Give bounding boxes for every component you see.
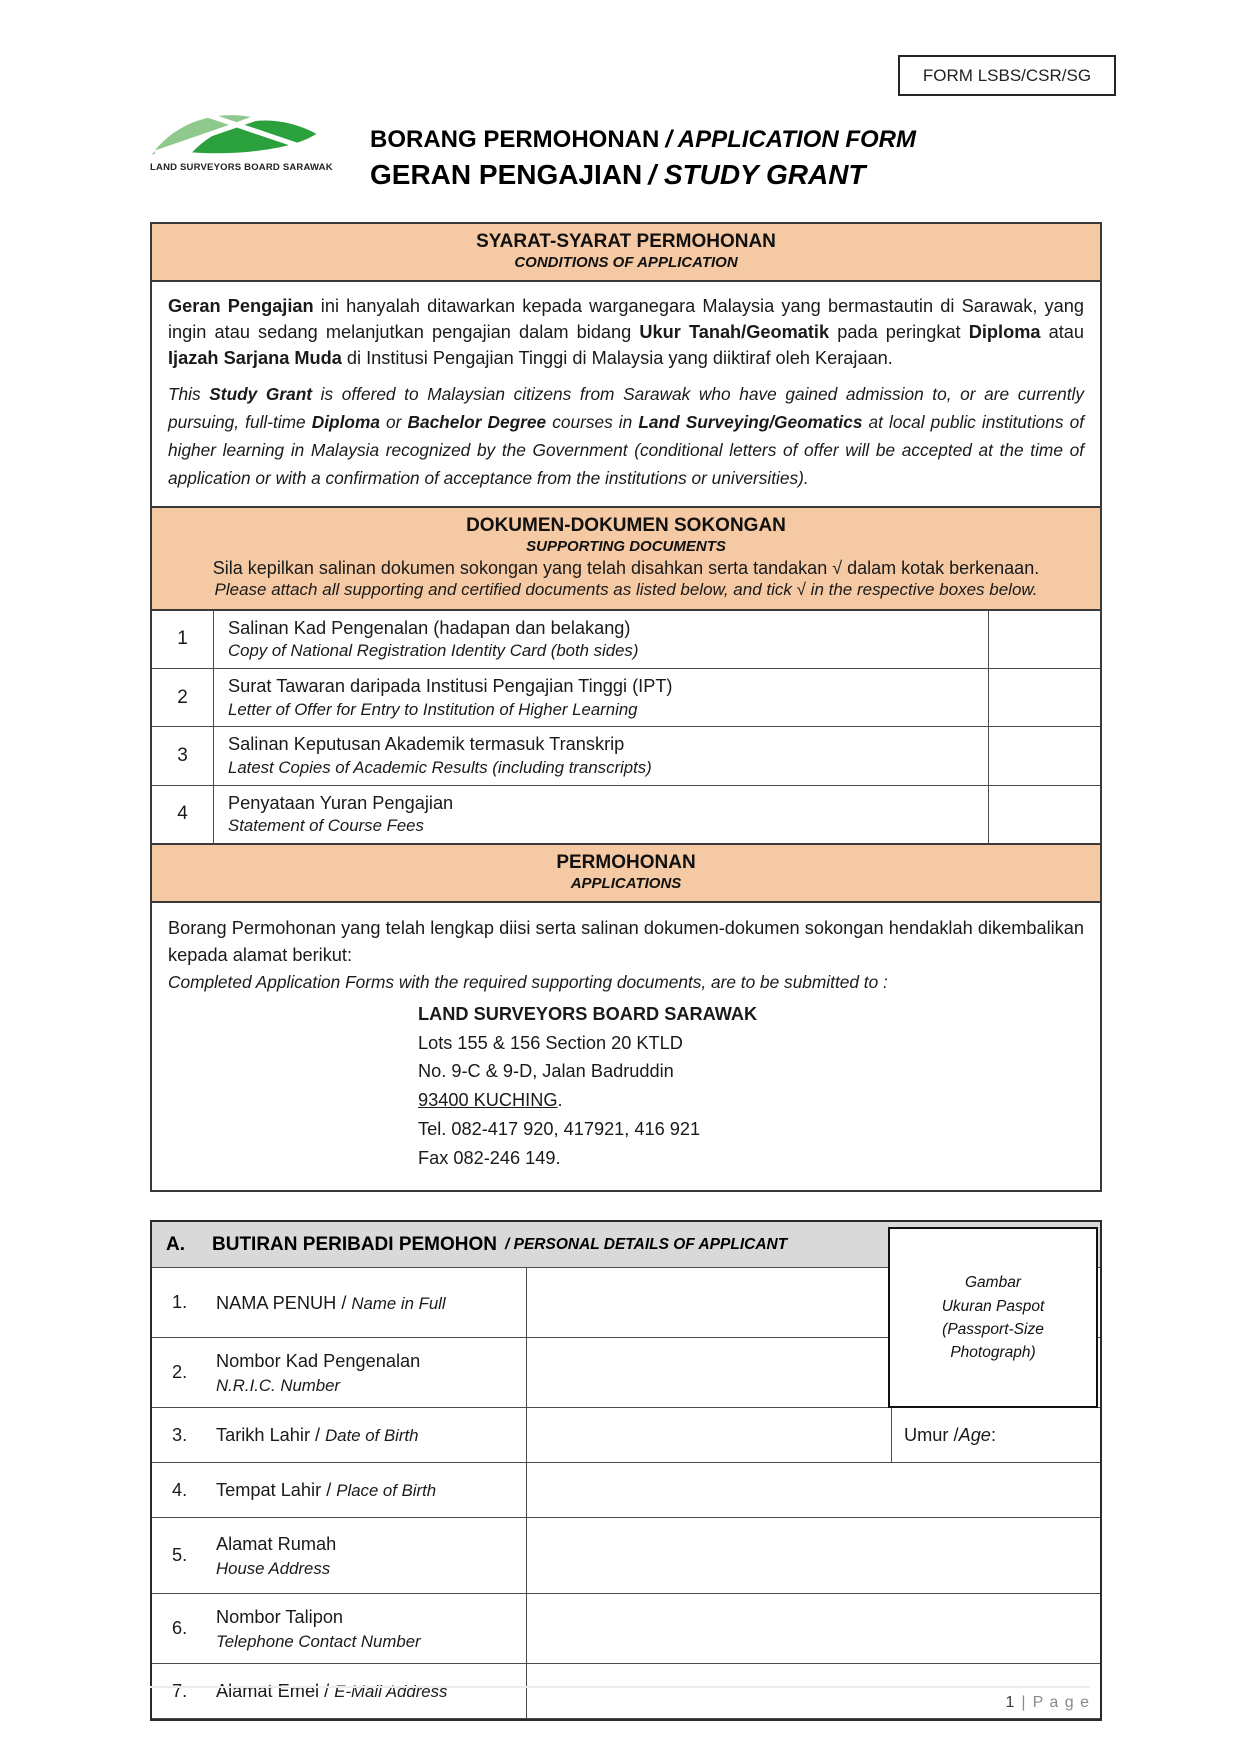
field-label-my: Nombor Talipon [216,1606,344,1627]
table-row [152,611,1100,669]
age-field[interactable] [892,1408,1100,1462]
field-label [152,1338,527,1407]
conditions-header-en: CONDITIONS OF APPLICATION [514,254,738,271]
section-a-personal-details [150,1220,1102,1721]
table-row [152,669,1100,727]
conditions-body [152,282,1100,506]
page-number-separator: | [1021,1694,1026,1711]
document-title-en: Latest Copies of Academic Results (including transcripts) [228,757,652,777]
field-label-text [216,1290,446,1316]
main-box [150,222,1102,1192]
field-number: 3. [172,1424,188,1445]
document-title-en: Copy of National Registration Identity Card (both sides) [228,641,639,661]
tick-box[interactable] [988,611,1100,668]
field-label-text [216,1422,418,1448]
document-title-my: Salinan Kad Pengenalan (hadapan dan belakang) [228,617,631,638]
tick-box[interactable] [988,727,1100,784]
form-code-text: FORM LSBS/CSR/SG [922,65,1092,85]
section-a-title-my: BUTIRAN PERIBADI PEMOHON [212,1233,498,1255]
conditions-header [152,224,1100,282]
conditions-paragraph-my: Geran Pengajian ini hanyalah ditawarkan kepada warganegara Malaysia yang bermastautin di Sarawak, yang ingin atau sedang melanjutkan pengajian dalam bidang Ukur Tanah/Geomatik pada peringkat Diploma atau Ijazah Sarjana Muda di Institusi Pengajian Tinggi di Malaysia yang diiktiraf oleh Kerajaan. [168,296,1084,368]
document-number: 1 [152,611,214,668]
table-row [152,727,1100,785]
address-line-1: Lots 155 & 156 Section 20 KTLD [418,1032,683,1053]
field-number: 1. [172,1292,188,1313]
address-telephone: Tel. 082-417 920, 417921, 416 921 [418,1118,701,1139]
title-line-2 [370,159,916,191]
field-label [152,1463,527,1517]
table-row [152,786,1100,843]
document-title [370,126,916,191]
title-line-2-my: GERAN PENGAJIAN [370,159,643,190]
title-line-2-en: / STUDY GRANT [648,159,866,190]
field-number: 7. [172,1680,188,1701]
date-of-birth-input[interactable] [527,1408,892,1462]
photo-box-line: Photograph) [950,1344,1036,1362]
conditions-header-my: SYARAT-SYARAT PERMOHONAN [476,231,776,252]
field-label-en: Date of Birth [325,1426,419,1446]
telephone-input[interactable] [527,1594,1100,1663]
field-row-house-address [152,1518,1100,1594]
footer-divider [150,1686,1090,1688]
photo-box-line: Ukuran Paspot [941,1297,1045,1315]
field-label-text [216,1604,421,1655]
address-name: LAND SURVEYORS BOARD SARAWAK [418,1003,758,1024]
applications-paragraph-my: Borang Permohonan yang telah lengkap diisi serta salinan dokumen-dokumen sokongan hendaklah dikembalikan kepada alamat berikut: [168,918,1084,965]
field-label-en: Place of Birth [336,1481,437,1501]
field-number: 6. [172,1618,188,1639]
field-label-text [216,1348,420,1399]
field-number: 4. [172,1479,188,1500]
page-number-label: P a g e [1032,1694,1090,1711]
conditions-paragraph-en: This Study Grant is offered to Malaysian citizens from Sarawak who have gained admission to, or are currently pursuing, full-time Diploma or Bachelor Degree courses in Land Surveying/Geomatics at local public institutions of higher learning in Malaysia recognized by the Government (conditional letters of offer will be accepted at the time of application or with a confirmation of acceptance from the institutions or universities). [168,383,1085,488]
documents-table [152,611,1100,844]
age-label-en: Age [958,1424,991,1445]
tick-box[interactable] [988,786,1100,843]
field-row-date-of-birth [152,1408,1100,1463]
applications-body [152,903,1100,1190]
document-number: 4 [152,786,214,843]
age-label-my: Umur / [904,1424,959,1445]
document-description [214,611,988,668]
field-row-place-of-birth [152,1463,1100,1518]
applications-header-my: PERMOHONAN [556,852,696,874]
section-a-title-en: / PERSONAL DETAILS OF APPLICANT [505,1235,788,1253]
submission-address [418,1000,1084,1173]
applications-header [152,843,1100,903]
form-code-box [898,55,1116,96]
documents-header [152,506,1100,611]
address-fax: Fax 082-246 149. [418,1147,561,1168]
page-content [150,222,1102,1721]
field-label [152,1594,527,1663]
field-number: 5. [172,1545,188,1566]
page-number-value: 1 [1005,1694,1015,1711]
document-title-my: Salinan Keputusan Akademik termasuk Transkrip [228,734,625,755]
document-number: 3 [152,727,214,784]
logo [150,106,333,173]
title-line-1-my: BORANG PERMOHONAN [370,126,660,153]
documents-note-my: Sila kepilkan salinan dokumen sokongan yang telah disahkan serta tandakan √ dalam kotak berkenaan. [212,557,1040,578]
field-label [152,1268,527,1337]
applications-paragraph-en: Completed Application Forms with the required supporting documents, are to be submitted to : [168,971,888,992]
document-description [214,727,988,784]
field-label-my: Alamat Rumah [216,1533,337,1554]
field-label-my: Nombor Kad Pengenalan [216,1350,421,1371]
document-title-en: Letter of Offer for Entry to Institution of Higher Learning [228,699,638,719]
field-label-my: Tarikh Lahir / [216,1425,326,1446]
photo-box-line: (Passport-Size [942,1320,1044,1338]
field-label-text [216,1477,436,1503]
address-city-suffix: . [557,1090,563,1111]
field-label-en: E-Mail Address [334,1682,448,1702]
document-description [214,669,988,726]
field-label-en: Telephone Contact Number [216,1631,421,1651]
tick-box[interactable] [988,669,1100,726]
field-label [152,1518,527,1593]
field-label-en: House Address [216,1558,331,1578]
document-title-my: Surat Tawaran daripada Institusi Pengajian Tinggi (IPT) [228,675,673,696]
address-city [418,1086,1084,1115]
document-number: 2 [152,669,214,726]
field-label [152,1408,527,1462]
address-line-2: No. 9-C & 9-D, Jalan Badruddin [418,1061,674,1082]
document-title-en: Statement of Course Fees [228,816,424,836]
field-number: 2. [172,1362,188,1383]
field-label-text [216,1531,336,1582]
documents-header-my: DOKUMEN-DOKUMEN SOKONGAN [466,514,786,536]
field-row-telephone [152,1594,1100,1664]
house-address-input[interactable] [527,1518,1100,1593]
field-label-my: NAMA PENUH / [216,1292,352,1313]
logo-graphic-icon [150,106,318,160]
place-of-birth-input[interactable] [527,1463,1100,1517]
age-label-colon: : [990,1424,996,1445]
page-number [150,1694,1090,1712]
applications-header-en: APPLICATIONS [570,875,682,893]
field-label-en: Name in Full [351,1293,446,1313]
passport-photo-box[interactable] [888,1227,1098,1408]
address-city-underlined: 93400 KUCHING [418,1090,558,1111]
logo-caption: LAND SURVEYORS BOARD SARAWAK [150,162,333,173]
field-label-en: N.R.I.C. Number [216,1375,341,1395]
document-title-my: Penyataan Yuran Pengajian [228,792,454,813]
field-label-my: Tempat Lahir / [216,1480,337,1501]
section-a-letter: A. [166,1233,185,1255]
title-line-1 [370,126,916,154]
documents-header-en: SUPPORTING DOCUMENTS [526,537,726,555]
title-line-1-en: / APPLICATION FORM [665,126,916,153]
documents-note-en: Please attach all supporting and certified documents as listed below, and tick √ in the respective boxes below. [214,579,1038,599]
photo-box-line: Gambar [965,1274,1021,1292]
document-description [214,786,988,843]
field-label-my: Alamat Emel / [216,1681,335,1702]
